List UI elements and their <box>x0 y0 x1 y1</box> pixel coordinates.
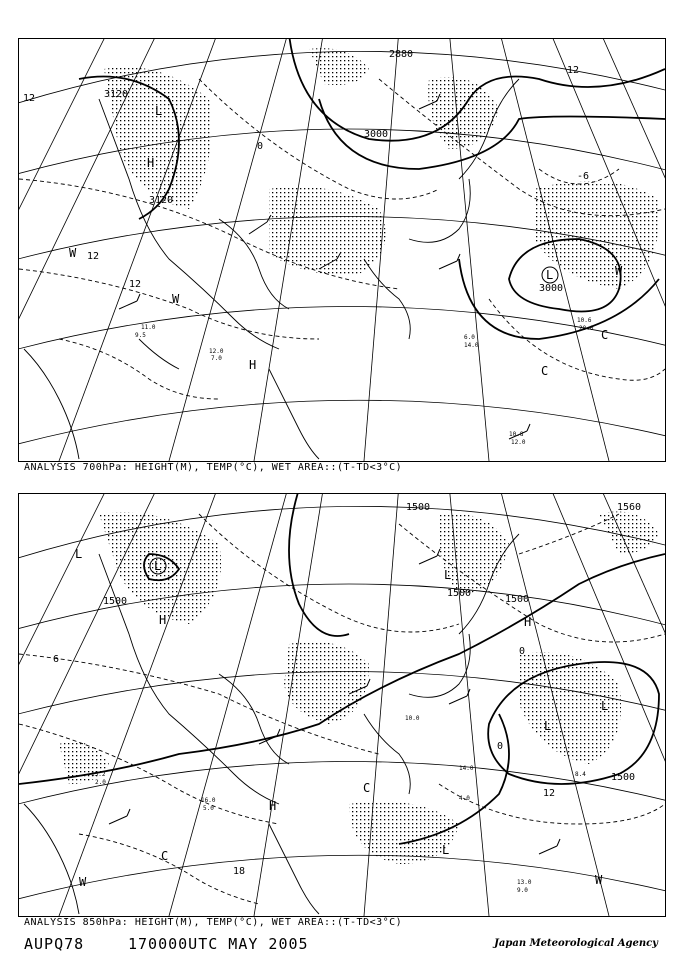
wet-area <box>104 48 660 289</box>
warm-center-symbol: W <box>595 873 603 887</box>
station-value: 12.0 <box>209 348 224 355</box>
isotherm-label: 12 <box>543 788 556 799</box>
height-label: 3120 <box>104 89 129 100</box>
map-850hpa <box>18 493 666 917</box>
cold-center-symbol: C <box>541 364 549 378</box>
isotherm-label: 12 <box>129 279 142 290</box>
height-label: 2880 <box>389 49 414 60</box>
isotherm-label: 0 <box>257 141 264 152</box>
low-center-symbol: L <box>444 568 452 582</box>
coastline <box>24 534 519 914</box>
height-label: 1500 <box>406 502 431 513</box>
map-850hpa-caption: ANALYSIS 850hPa: HEIGHT(M), TEMP(°C), WET AREA::(T-TD<3°C) <box>24 917 403 928</box>
warm-center-symbol: W <box>172 292 180 306</box>
isotherm-label: 18 <box>233 866 246 877</box>
height-label: 1500 <box>103 596 128 607</box>
warm-center-symbol: W <box>69 246 77 260</box>
height-label: 1500 <box>505 594 530 605</box>
map-700hpa <box>18 38 666 462</box>
high-center-symbol: H <box>249 358 257 372</box>
station-value: 11.0 <box>141 324 156 331</box>
isotherm-label: 12 <box>567 65 580 76</box>
warm-center-symbol: W <box>615 264 623 278</box>
agency-name: Japan Meteorological Agency <box>494 938 658 949</box>
high-center-symbol: H <box>159 613 167 627</box>
isotherm-label: 12 <box>87 251 100 262</box>
station-value: 9.0 <box>517 887 528 894</box>
cold-center-symbol: C <box>161 849 169 863</box>
valid-time: 170000UTC MAY 2005 <box>128 935 309 953</box>
height-label: 3000 <box>539 283 564 294</box>
cold-center-symbol: C <box>363 781 371 795</box>
low-center-symbol: L <box>601 699 609 713</box>
station-value: 4.0 <box>459 795 470 802</box>
isotherm-label: 6 <box>53 654 60 665</box>
station-value: 6.0 <box>464 334 475 341</box>
station-value: 20.0 <box>579 325 594 332</box>
low-center-symbol: L <box>546 268 554 282</box>
station-value: 12.0 <box>511 439 526 446</box>
isotherm-label: -6 <box>577 171 590 182</box>
station-value: 10.6 <box>577 317 592 324</box>
station-value: 7.0 <box>211 355 222 362</box>
station-value: 13.0 <box>517 879 532 886</box>
high-center-symbol: H <box>269 799 277 813</box>
station-value: 15.2 <box>91 771 106 778</box>
low-center-symbol: L <box>544 719 552 733</box>
station-values <box>91 715 586 894</box>
station-value: 14.0 <box>464 342 479 349</box>
height-label: 1500 <box>447 588 472 599</box>
station-value: 8.4 <box>575 771 586 778</box>
cold-center-symbol: C <box>601 328 609 342</box>
high-center-symbol: H <box>147 156 155 170</box>
wet-area <box>59 512 659 865</box>
high-center-symbol: H <box>524 615 532 629</box>
isotherm-label: 0 <box>497 741 504 752</box>
warm-center-symbol: W <box>79 875 87 889</box>
isotherm-label: 12 <box>23 93 36 104</box>
isotherm-label: 0 <box>519 646 526 657</box>
station-value: 9.5 <box>135 332 146 339</box>
map-850hpa-canvas <box>19 494 665 916</box>
low-center-symbol: L <box>442 843 450 857</box>
map-700hpa-caption: ANALYSIS 700hPa: HEIGHT(M), TEMP(°C), WET AREA::(T-TD<3°C) <box>24 462 403 473</box>
height-label: 3000 <box>364 129 389 140</box>
map-700hpa-canvas <box>19 39 665 461</box>
station-value: 10.8 <box>509 431 524 438</box>
height-label: 3120 <box>149 195 174 206</box>
station-value: 14.0 <box>459 765 474 772</box>
product-id: AUPQ78 <box>24 935 85 953</box>
height-label: 1500 <box>611 772 636 783</box>
station-value: 2.0 <box>95 779 106 786</box>
station-value: 10.0 <box>405 715 420 722</box>
height-label: 1560 <box>617 502 642 513</box>
low-center-symbol: L <box>155 104 163 118</box>
low-center-symbol: L <box>75 547 83 561</box>
station-value: 5.0 <box>203 805 214 812</box>
station-value: 16.0 <box>201 797 216 804</box>
low-center-symbol: L <box>154 559 162 573</box>
